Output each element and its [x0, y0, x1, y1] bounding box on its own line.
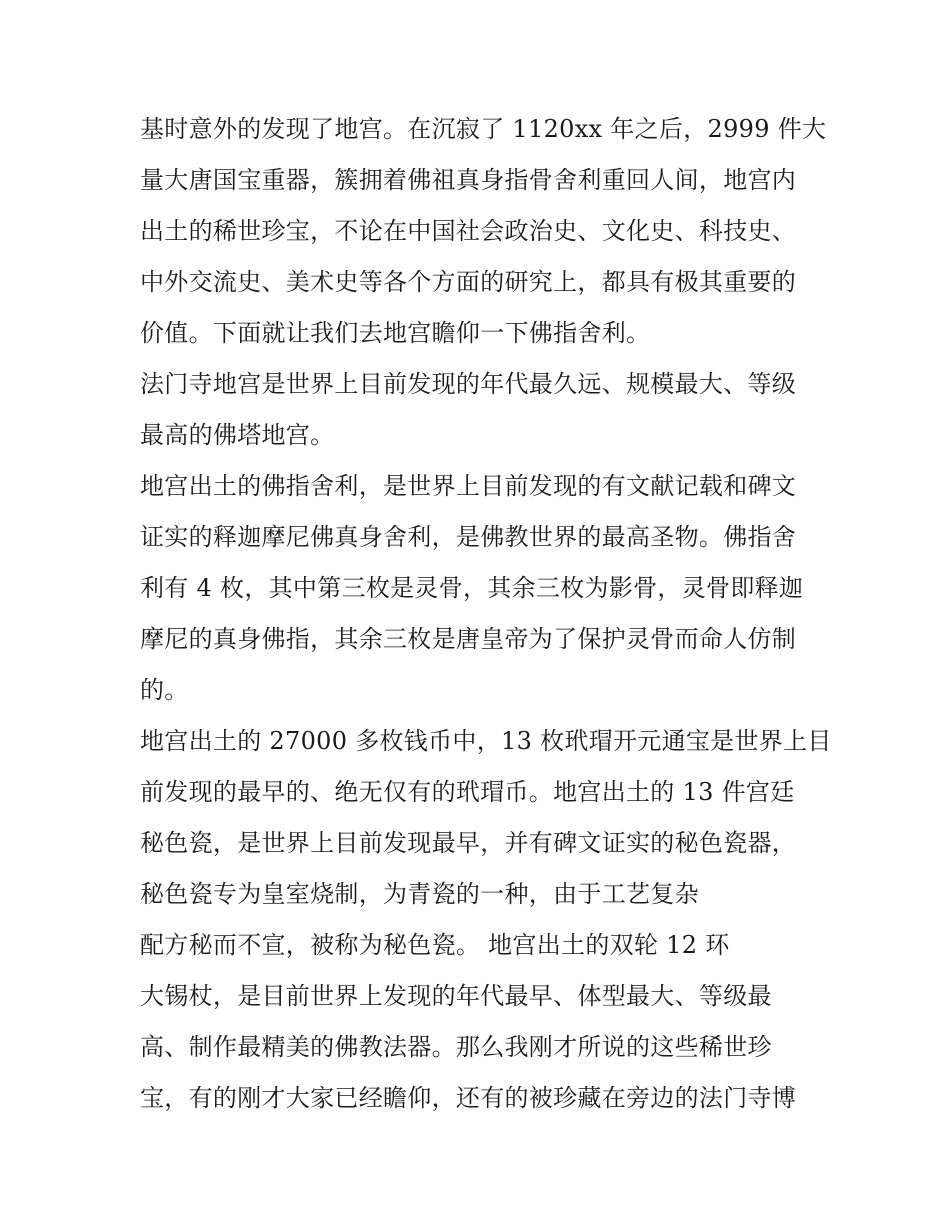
text-line: 证实的释迦摩尼佛真身舍利，是佛教世界的最高圣物。佛指舍	[140, 523, 797, 551]
text-line: 配方秘而不宣，被称为秘色瓷。 地宫出土的双轮 12 环	[140, 931, 730, 959]
document-body	[140, 104, 832, 1124]
text-line: 宝，有的刚才大家已经瞻仰，还有的被珍藏在旁边的法门寺博	[140, 1084, 797, 1112]
text-line: 摩尼的真身佛指，其余三枚是唐皇帝为了保护灵骨而命人仿制	[140, 625, 797, 653]
text-line: 中外交流史、美术史等各个方面的研究上，都具有极其重要的	[140, 268, 797, 296]
text-line: 出土的稀世珍宝，不论在中国社会政治史、文化史、科技史、	[140, 217, 797, 245]
text-line: 利有 4 枚，其中第三枚是灵骨，其余三枚为影骨，灵骨即释迦	[140, 574, 804, 602]
text-line: 法门寺地宫是世界上目前发现的年代最久远、规模最大、等级	[140, 370, 797, 398]
text-line: 的。	[140, 676, 189, 704]
text-line: 价值。下面就让我们去地宫瞻仰一下佛指舍利。	[140, 319, 651, 347]
text-line: 地宫出土的 27000 多枚钱币中，13 枚玳瑁开元通宝是世界上目	[140, 727, 832, 755]
text-line: 大锡杖，是目前世界上发现的年代最早、体型最大、等级最	[140, 982, 772, 1010]
text-line: 地宫出土的佛指舍利，是世界上目前发现的有文献记载和碑文	[140, 472, 797, 500]
text-line: 基时意外的发现了地宫。在沉寂了 1120xx 年之后，2999 件大	[140, 115, 827, 143]
text-line: 秘色瓷专为皇室烧制，为青瓷的一种，由于工艺复杂	[140, 880, 699, 908]
text-line: 高、制作最精美的佛教法器。那么我刚才所说的这些稀世珍	[140, 1033, 772, 1061]
text-line: 最高的佛塔地宫。	[140, 421, 335, 449]
text-line: 前发现的最早的、绝无仅有的玳瑁币。地宫出土的 13 件宫廷	[140, 778, 795, 806]
text-line: 秘色瓷，是世界上目前发现最早，并有碑文证实的秘色瓷器，	[140, 829, 797, 857]
text-line: 量大唐国宝重器，簇拥着佛祖真身指骨舍利重回人间，地宫内	[140, 166, 797, 194]
